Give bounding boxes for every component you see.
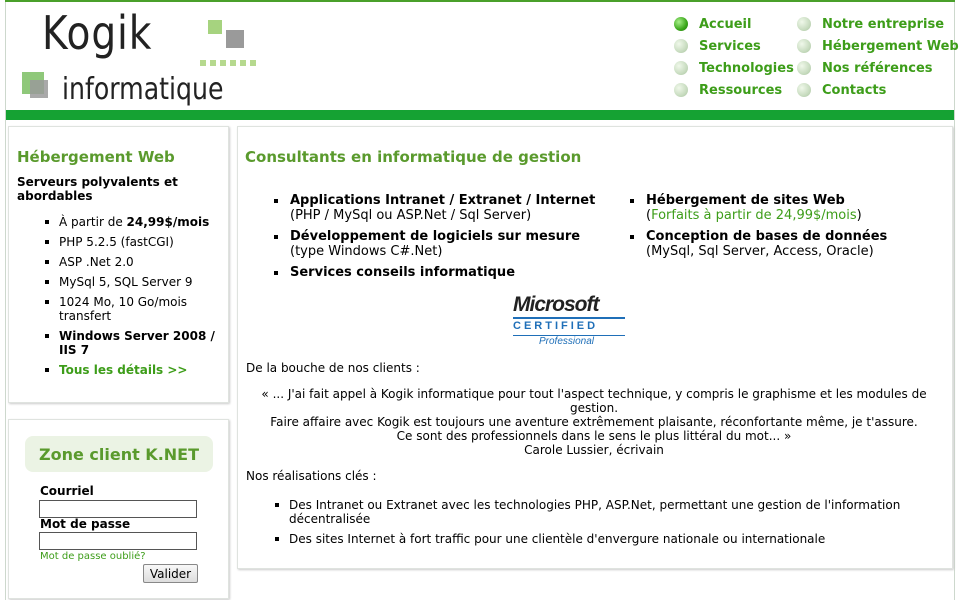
page-title: Consultants en informatique de gestion — [245, 148, 582, 166]
logo-square-icon — [226, 30, 244, 48]
service-title: Applications Intranet / Extranet / Internet — [290, 193, 596, 208]
list-item: Windows Server 2008 / IIS 7 — [59, 329, 229, 357]
service-detail: (PHP / MySql ou ASP.Net / Sql Server) — [290, 208, 532, 223]
logo-square-icon — [30, 80, 48, 98]
list-item: MySql 5, SQL Server 9 — [59, 275, 229, 289]
bullet-icon — [674, 61, 688, 75]
logo-dots-icon — [200, 60, 260, 66]
list-item: 1024 Mo, 10 Go/mois transfert — [59, 295, 229, 323]
details-link[interactable]: Tous les détails >> — [59, 363, 229, 377]
quote-line: « ... J'ai fait appel à Kogik informatique pour tout l'aspect technique, y compris le graphisme et les modules de gestion. — [261, 387, 927, 415]
service-detail-close: ) — [856, 208, 862, 223]
forgot-password-link[interactable]: Mot de passe oublié? — [40, 551, 146, 562]
service-item — [646, 229, 960, 259]
hosting-offer-link[interactable]: Forfaits à partir de 24,99$/mois — [651, 208, 857, 223]
list-item: ASP .Net 2.0 — [59, 255, 229, 269]
nav-label: Notre entreprise — [822, 16, 945, 32]
bullet-icon — [674, 83, 688, 97]
header-divider-bar — [6, 110, 954, 120]
nav-label: Hébergement Web — [822, 38, 959, 54]
nav-label: Nos références — [822, 60, 933, 76]
nav-item-ressources[interactable] — [674, 80, 782, 100]
nav-label: Ressources — [699, 82, 783, 98]
nav-item-accueil[interactable] — [674, 14, 751, 34]
logo-line1: Kogik — [42, 6, 153, 60]
nav-label: Contacts — [822, 82, 887, 98]
service-item — [290, 229, 620, 259]
nav-item-contacts[interactable] — [797, 80, 886, 100]
logo-square-icon — [208, 20, 222, 34]
submit-button[interactable]: Valider — [143, 564, 198, 583]
achievements-intro: Nos réalisations clés : — [246, 469, 377, 483]
achievement-item: Des Intranet ou Extranet avec les technologies PHP, ASP.Net, permettant une gestion de l'information décentralisée — [289, 498, 929, 526]
hosting-title: Hébergement Web — [17, 148, 175, 166]
nav-item-nos-references[interactable] — [797, 58, 933, 78]
quote-line: Faire affaire avec Kogik est toujours une aventure extrêmement plaisante, réconfortante même, je t'assure. — [270, 415, 918, 429]
service-detail: (MySql, Sql Server, Access, Oracle) — [646, 244, 874, 259]
bullet-icon — [797, 17, 811, 31]
nav-label: Technologies — [699, 60, 794, 76]
ms-rule — [513, 317, 625, 319]
client-zone-panel — [8, 419, 229, 599]
email-label: Courriel — [40, 484, 94, 498]
list-item — [59, 215, 229, 229]
client-zone-title: Zone client K.NET — [25, 436, 213, 472]
hosting-panel — [8, 126, 229, 403]
password-field[interactable] — [39, 532, 197, 550]
testimonial-quote — [254, 387, 934, 457]
price-value: 24,99$/mois — [126, 215, 210, 229]
bullet-icon — [797, 61, 811, 75]
nav-item-services[interactable] — [674, 36, 761, 56]
ms-brand: Microsoft — [513, 293, 599, 316]
quote-author: Carole Lussier, écrivain — [524, 443, 664, 457]
bullet-icon — [797, 83, 811, 97]
main-content — [237, 126, 953, 569]
service-detail: (type Windows C#.Net) — [290, 244, 443, 259]
ms-certified: CERTIFIED — [513, 320, 599, 332]
ms-level: Professional — [539, 336, 595, 347]
bullet-icon — [797, 39, 811, 53]
service-item — [290, 193, 620, 223]
email-field[interactable] — [39, 500, 197, 518]
nav-label: Accueil — [699, 16, 752, 32]
service-item — [290, 265, 620, 280]
site-header — [6, 2, 959, 110]
password-label: Mot de passe — [40, 517, 131, 531]
bullet-active-icon — [674, 17, 688, 31]
quote-line: Ce sont des professionnels dans le sens le plus littéral du mot... » — [396, 429, 792, 443]
nav-item-hebergement-web[interactable] — [797, 36, 959, 56]
price-prefix: À partir de — [59, 215, 127, 229]
logo-line2: informatique — [62, 72, 224, 107]
kogik-logo[interactable] — [20, 6, 266, 110]
service-item — [646, 193, 960, 223]
list-item: PHP 5.2.5 (fastCGI) — [59, 235, 229, 249]
service-title: Conception de bases de données — [646, 229, 888, 244]
hosting-features — [59, 215, 229, 383]
service-detail-open: ( — [646, 208, 652, 223]
microsoft-certified-badge — [513, 293, 628, 349]
testimonial-intro: De la bouche de nos clients : — [246, 361, 420, 375]
hosting-subtitle: Serveurs polyvalents et abordables — [17, 175, 178, 203]
nav-item-notre-entreprise[interactable] — [797, 14, 944, 34]
nav-item-technologies[interactable] — [674, 58, 794, 78]
achievement-item: Des sites Internet à fort traffic pour une clientèle d'envergure nationale ou internationale — [289, 532, 929, 546]
service-title: Développement de logiciels sur mesure — [290, 229, 581, 244]
nav-label: Services — [699, 38, 761, 54]
bullet-icon — [674, 39, 688, 53]
service-title: Services conseils informatique — [290, 265, 516, 280]
service-title: Hébergement de sites Web — [646, 193, 845, 208]
